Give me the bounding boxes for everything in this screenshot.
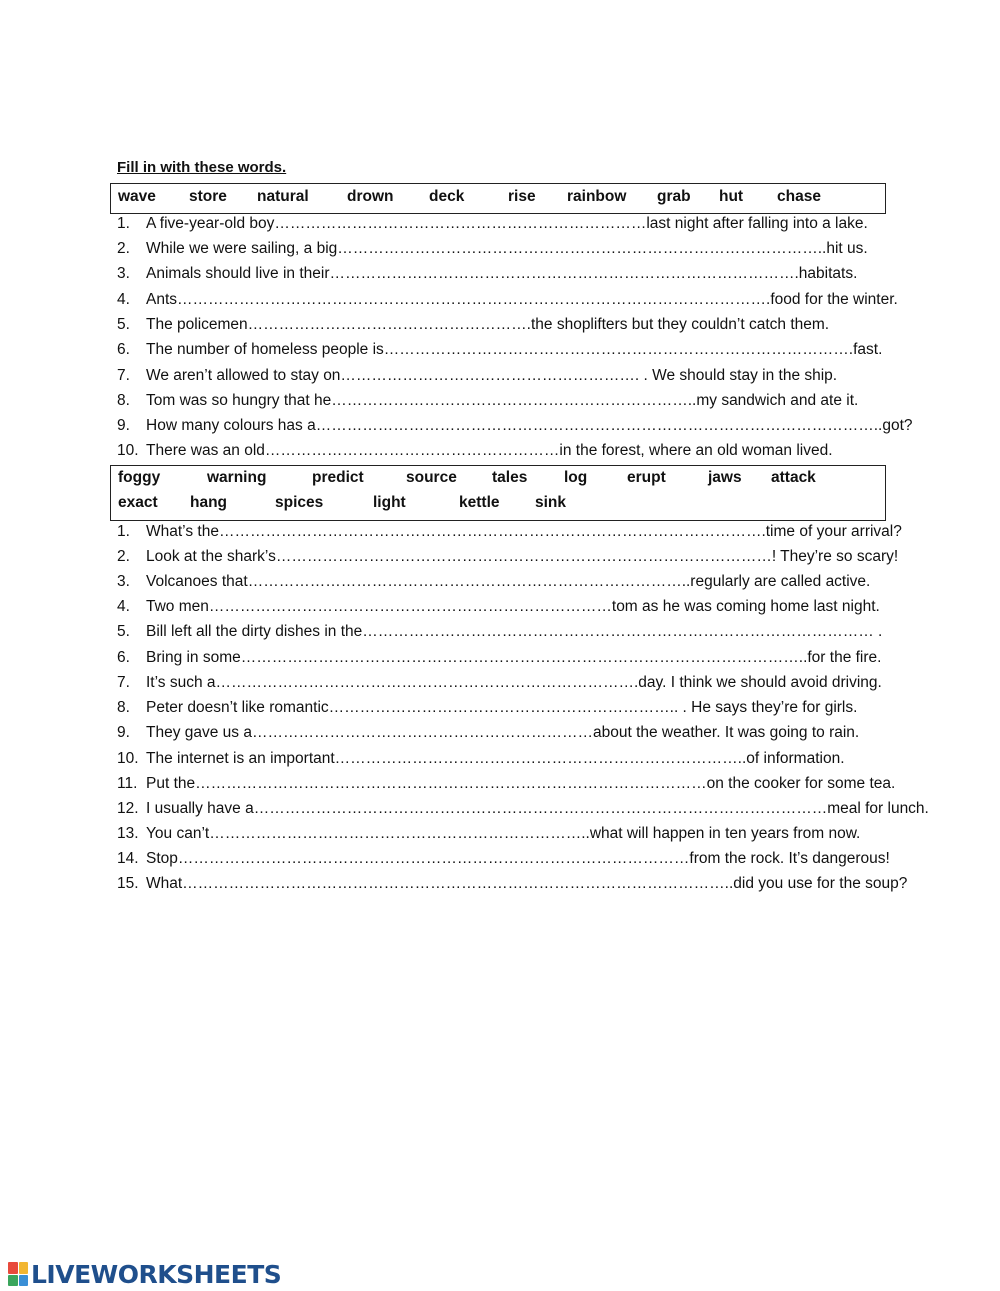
word-bank-word: tales [492,469,528,486]
sentence-number: 12. [117,800,139,817]
word-bank-word: attack [771,469,816,486]
sentence-number: 3. [117,573,130,590]
word-bank-word: light [373,494,406,511]
sentence-number: 6. [117,649,130,666]
sentence-number: 14. [117,850,139,867]
logo-mark-icon [8,1262,28,1286]
sentence-number: 5. [117,316,130,333]
sentence-line [117,365,837,387]
sentence-number: 4. [117,291,130,308]
sentence-line [117,339,882,361]
sentence-text: Look at the shark’s……………………………………………………………………………………! They’re so scary! [146,548,899,565]
word-bank-word: chase [777,188,821,205]
word-bank-word: erupt [627,469,666,486]
word-bank-word: drown [347,188,394,205]
word-bank-word: hut [719,188,744,205]
sentence-line [117,722,859,744]
sentence-number: 9. [117,724,130,741]
sentence-number: 11. [117,775,138,792]
sentence-text: It’s such a……………………………………………………………………….day. I think we should avoid driving. [146,674,882,691]
sentence-text: Bring in some………………………………………………………………………………………………..for the fire. [146,649,882,666]
word-bank-word: exact [118,494,158,511]
sentence-text: I usually have a…………………………………………………………………………………………………meal for lunch. [146,800,929,817]
word-bank-word: grab [657,188,691,205]
sentence-number: 4. [117,598,130,615]
word-bank-word: source [406,469,457,486]
sentence-text: The internet is an important……………………………………………………………………..of information. [146,750,845,767]
word-bank-word: kettle [459,494,500,511]
sentence-text: Put the………………………………………………………………………………………on the cooker for some tea. [146,775,896,792]
sentence-number: 13. [117,825,139,842]
instructions-title: Fill in with these words. [117,159,287,176]
logo-tile [19,1275,29,1287]
sentence-line [117,647,881,669]
sentence-line [117,521,902,543]
word-bank-1 [110,183,886,214]
sentence-text: There was an old…………………………………………………in the forest, where an old woman lived. [146,442,833,459]
sentence-line [117,546,898,568]
sentence-number: 1. [117,215,130,232]
word-bank-word: hang [190,494,228,511]
word-bank-word: sink [535,494,567,511]
sentence-line [117,697,857,719]
word-bank-word: predict [312,469,364,486]
sentence-text: A five-year-old boy………………………………………………………………last night after falling into a lake. [146,215,868,232]
word-bank-word: wave [118,188,156,205]
logo-text: LIVEWORKSHEETS [31,1259,282,1289]
sentence-line [117,314,829,336]
sentence-text: Peter doesn’t like romantic………………………………………………………….. . He says they’re for girls. [146,699,858,716]
sentence-number: 9. [117,417,130,434]
word-bank-word: rainbow [567,188,627,205]
sentence-line [117,873,907,895]
word-bank-word: jaws [708,469,742,486]
sentence-line [117,823,860,845]
sentence-line [117,672,882,694]
sentence-line [117,238,868,260]
sentence-number: 15. [117,875,139,892]
sentence-line [117,390,858,412]
sentence-line [117,263,857,285]
sentence-text: Tom was so hungry that he……………………………………………………………..my sandwich and ate it. [146,392,859,409]
sentence-line [117,621,882,643]
sentence-line [117,748,845,770]
sentence-line [117,415,913,437]
sentence-number: 8. [117,699,130,716]
word-bank-word: spices [275,494,324,511]
sentence-text: We aren’t allowed to stay on…………………………………………………. . We should stay in the ship. [146,367,838,384]
word-bank-word: natural [257,188,309,205]
word-bank-word: warning [207,469,267,486]
sentence-text: Ants…………………………………………………………………………………………………….food for the winter. [146,291,898,308]
sentence-text: The policemen……………………………………………….the shoplifters but they couldn’t catch them. [146,316,830,333]
sentence-line [117,440,833,462]
sentence-number: 2. [117,548,130,565]
sentence-text: How many colours has a………………………………………………………………………………………………..got? [146,417,913,434]
word-bank-word: deck [429,188,465,205]
sentence-text: Animals should live in their……………………………………………………………………………….habitats. [146,265,858,282]
word-bank-word: foggy [118,469,161,486]
sentence-number: 8. [117,392,130,409]
sentence-line [117,213,868,235]
sentence-number: 7. [117,367,130,384]
sentence-number: 7. [117,674,130,691]
sentence-line [117,596,880,618]
sentence-number: 5. [117,623,130,640]
liveworksheets-logo[interactable] [8,1260,281,1288]
sentence-text: You can’t………………………………………………………………..what will happen in ten years from now. [146,825,861,842]
sentence-text: What’s the…………………………………………………………………………………………….time of your arrival? [146,523,902,540]
sentence-number: 2. [117,240,130,257]
sentence-number: 10. [117,750,139,767]
word-bank-word: store [189,188,227,205]
sentence-line [117,289,898,311]
sentence-text: What……………………………………………………………………………………………..did you use for the soup? [146,875,908,892]
sentence-text: They gave us a…………………………………………………………about the weather. It was going to rain. [146,724,860,741]
sentence-text: The number of homeless people is……………………………………………………………………………….fast. [146,341,883,358]
sentence-number: 1. [117,523,130,540]
logo-tile [19,1262,29,1274]
sentence-text: Two men……………………………………………………………………tom as he was coming home last night. [146,598,880,615]
sentence-text: Stop………………………………………………………………………………………from the rock. It’s dangerous! [146,850,890,867]
sentence-line [117,798,929,820]
sentence-line [117,848,890,870]
sentence-text: Volcanoes that…………………………………………………………………………..regularly are called active. [146,573,871,590]
sentence-number: 10. [117,442,139,459]
sentence-number: 3. [117,265,130,282]
logo-tile [8,1262,18,1274]
logo-tile [8,1275,18,1287]
sentence-line [117,773,895,795]
word-bank-word: log [564,469,588,486]
sentence-text: Bill left all the dirty dishes in the……………………………………………………………………………………… . [146,623,883,640]
word-bank-word: rise [508,188,536,205]
sentence-line [117,571,870,593]
sentence-number: 6. [117,341,130,358]
word-bank-2 [110,465,886,521]
sentence-text: While we were sailing, a big…………………………………………………………………………………..hit us. [146,240,868,257]
